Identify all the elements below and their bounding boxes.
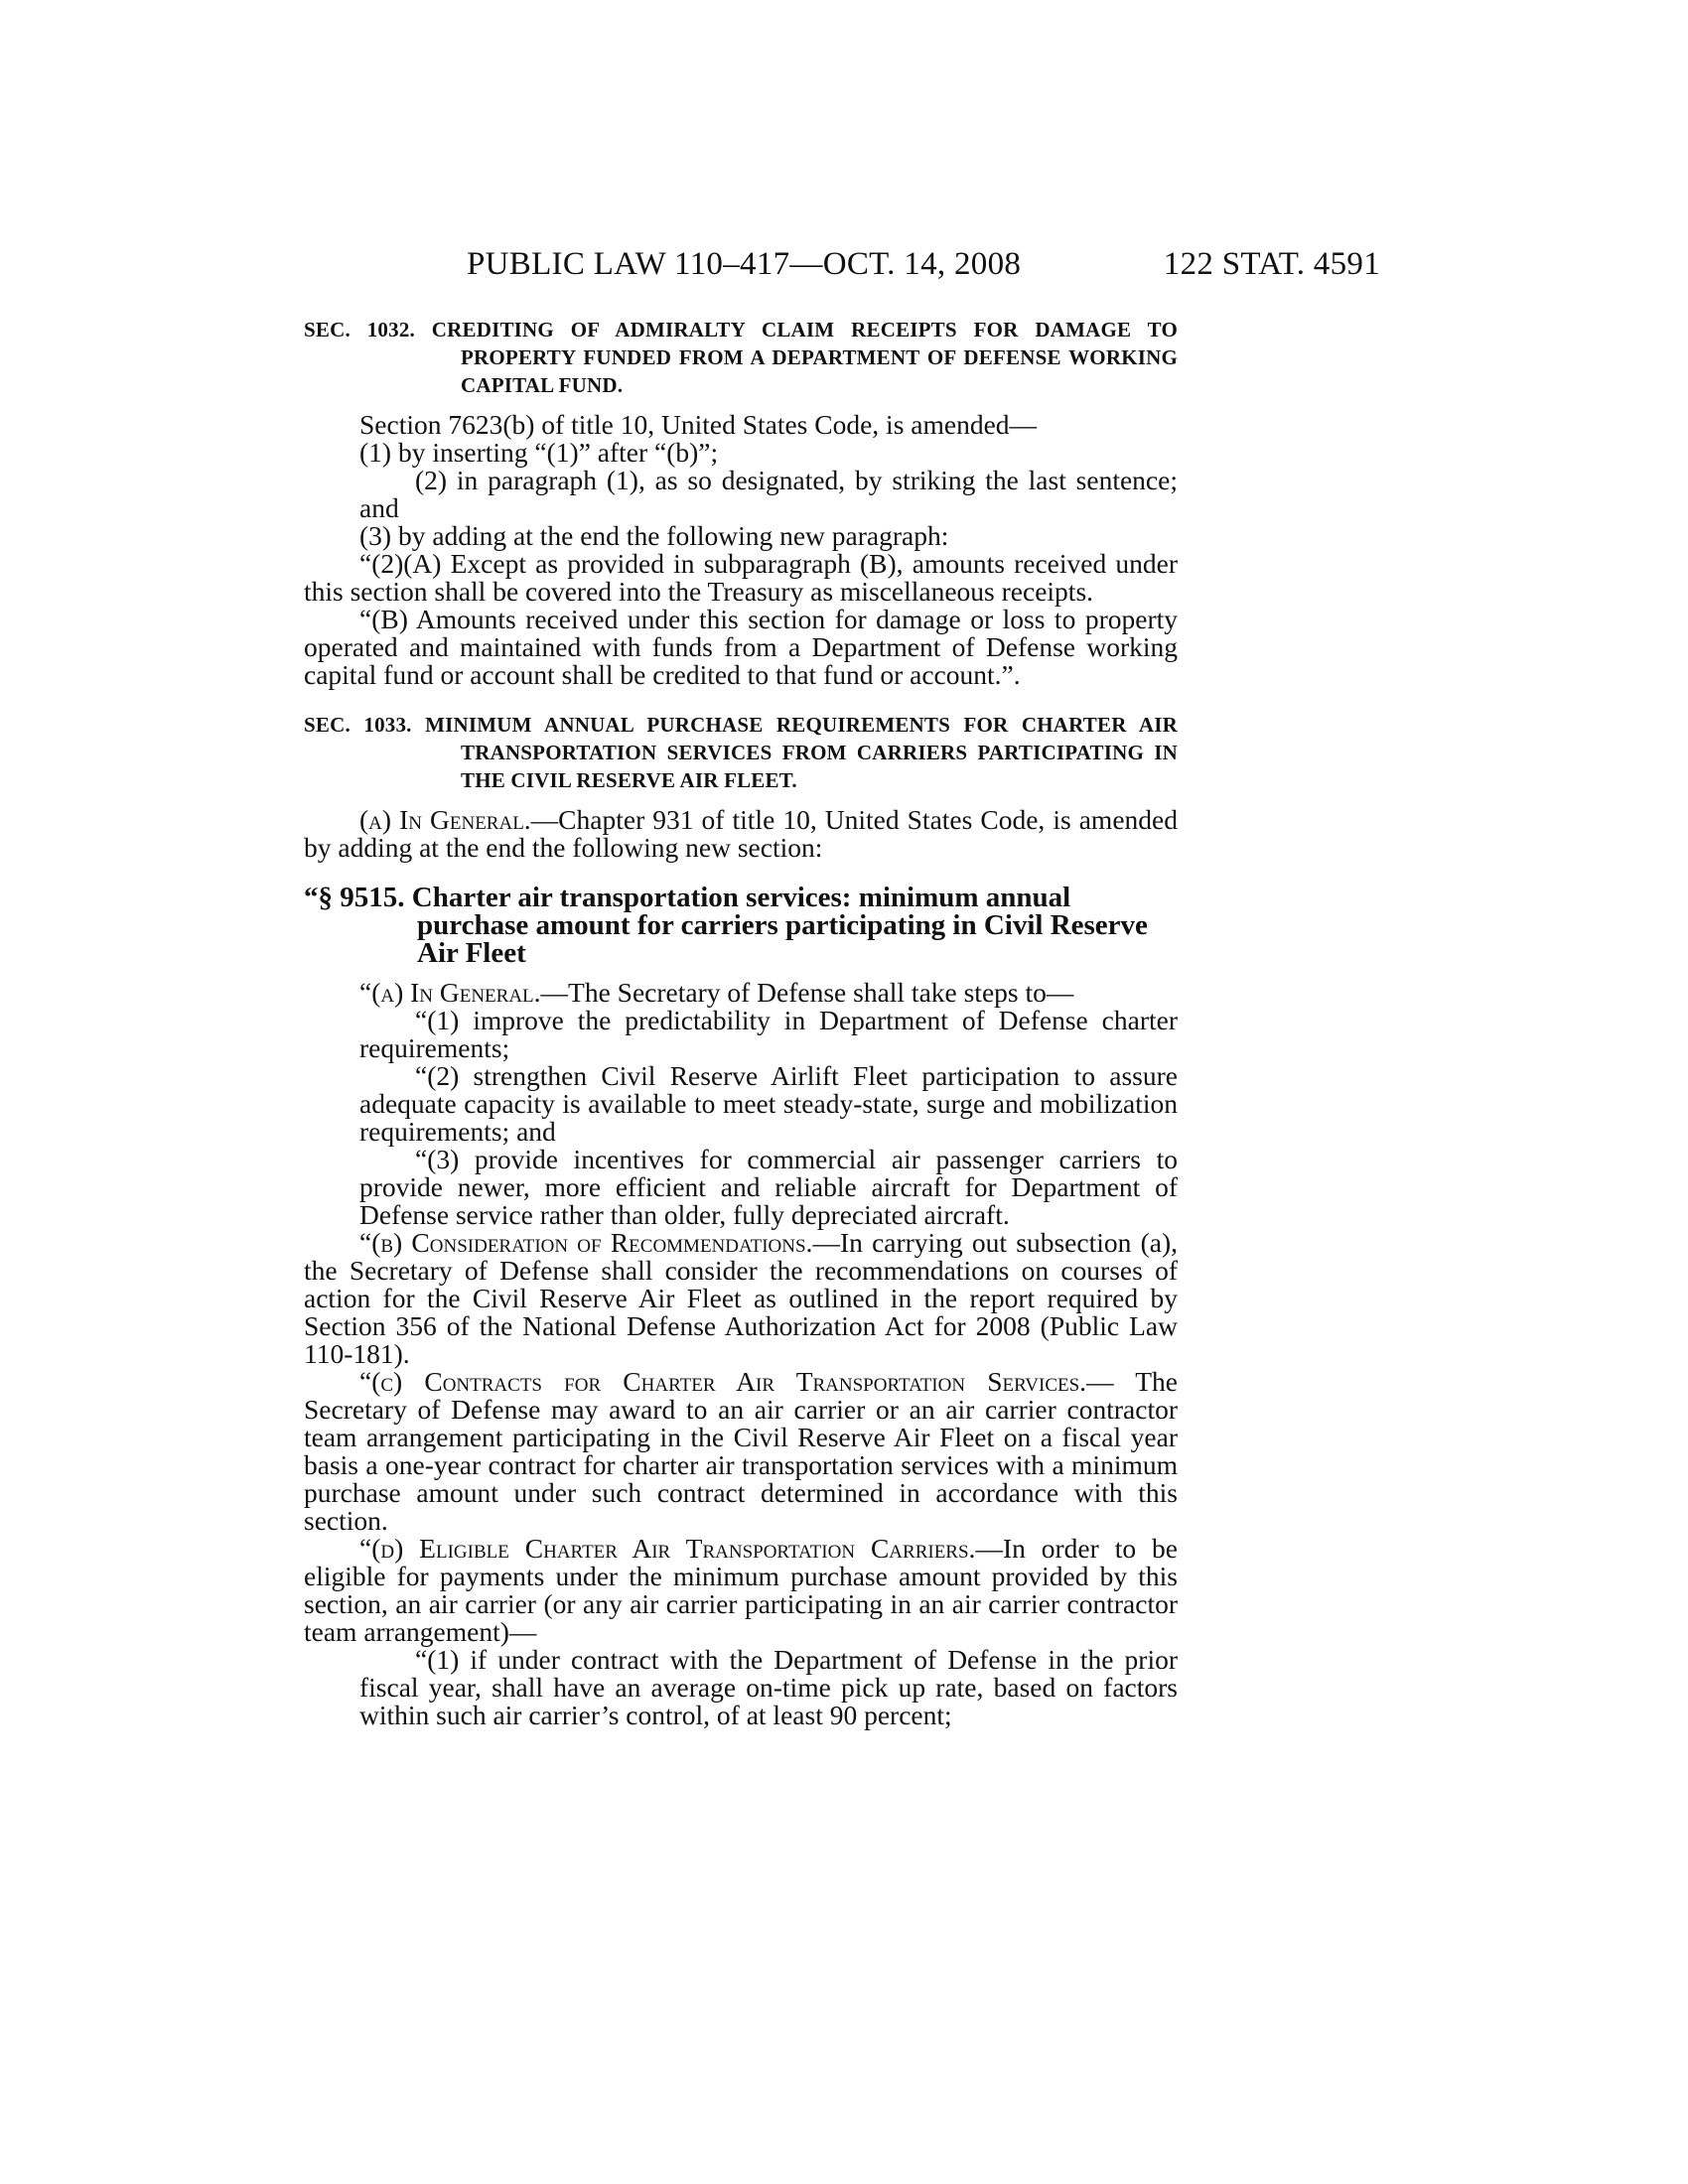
s9515-subsection-d [304,1535,1178,1646]
subsection-label: “(a) In General. [359,977,541,1008]
subsection-text: — The Secretary of Defense may award to an air carrier or an air carrier contractor team arrangement participating in the Civil Reserve Air Fleet on a fiscal year basis a one-year contract for charter air transportation services with a minimum purchase amount under such contract determined in accordance with this section. [304,1366,1178,1536]
subsection-text: —Chapter 931 of title 10, United States Code, is amended by adding at the end the following new section: [304,804,1178,863]
sec-1032-intro: Section 7623(b) of title 10, United States Code, is amended— [359,409,1038,440]
page-header [298,246,1380,286]
s9515-a-item-2: “(2) strengthen Civil Reserve Airlift Fleet participation to assure adequate capacity is available to meet steady-state, surge and mobilization requirements; and [359,1060,1178,1147]
subsection-text: —In carrying out subsection (a), the Secretary of Defense shall consider the recommendations on courses of action for the Civil Reserve Air Fleet as outlined in the report required by Section 356 of the National Defense Authorization Act for 2008 (Public Law 110-181). [304,1227,1178,1369]
s9515-a-item-1: “(1) improve the predictability in Department of Defense charter requirements; [359,1005,1178,1063]
document-body [304,316,1178,1729]
s9515-subsection-b [304,1229,1178,1368]
subsection-label: (a) In General. [359,804,531,835]
stat-page-number: 122 STAT. 4591 [1163,246,1380,282]
sec-1032-para-2b: “(B) Amounts received under this section for damage or loss to property operated and maintained with funds from a Department of Defense working capital fund or account shall be credited to that fund or account.”. [304,604,1178,690]
subsection-label: “(c) Contracts for Charter Air Transportation Services. [359,1366,1087,1397]
s9515-subsection-a [304,979,1178,1007]
public-law-citation: PUBLIC LAW 110–417—OCT. 14, 2008 [467,246,1022,282]
subsection-label: “(b) Consideration of Recommendations. [359,1227,813,1258]
sec-1033-subsection-a [304,806,1178,862]
sec-1032-item-1: (1) by inserting “(1)” after “(b)”; [359,437,719,468]
subsection-label: “(d) Eligible Charter Air Transportation Carriers. [359,1533,976,1564]
s9515-subsection-c [304,1368,1178,1535]
s9515-d-item-1: “(1) if under contract with the Department of Defense in the prior fiscal year, shall have an average on-time pick up rate, based on factors within such air carrier’s control, of at least 90 percent; [359,1644,1178,1730]
sec-1032-item-3: (3) by adding at the end the following new paragraph: [359,520,949,551]
subsection-text: —The Secretary of Defense shall take steps to— [540,977,1074,1008]
subsection-text: —In order to be eligible for payments under the minimum purchase amount provided by this section, an air carrier (or any air carrier participating in an air carrier contractor team arrangement)— [304,1533,1178,1647]
sec-1032-item-2: (2) in paragraph (1), as so designated, by striking the last sentence; and [359,465,1178,523]
sec-1032-heading: SEC. 1032. CREDITING OF ADMIRALTY CLAIM RECEIPTS FOR DAMAGE TO PROPERTY FUNDED FROM A DEPARTMENT OF DEFENSE WORKING CAPITAL FUND. [304,318,1178,397]
section-9515-heading: “§ 9515. Charter air transportation services: minimum annual purchase amount for carriers participating in Civil Reserve Air Fleet [304,882,1148,969]
s9515-a-item-3: “(3) provide incentives for commercial air passenger carriers to provide newer, more efficient and reliable aircraft for Department of Defense service rather than older, fully depreciated aircraft. [359,1144,1178,1230]
sec-1032-para-2a: “(2)(A) Except as provided in subparagraph (B), amounts received under this section shall be covered into the Treasury as miscellaneous receipts. [304,548,1178,607]
sec-1033-heading: SEC. 1033. MINIMUM ANNUAL PURCHASE REQUIREMENTS FOR CHARTER AIR TRANSPORTATION SERVICES FROM CARRIERS PARTICIPATING IN THE CIVIL RESERVE AIR FLEET. [304,713,1178,792]
